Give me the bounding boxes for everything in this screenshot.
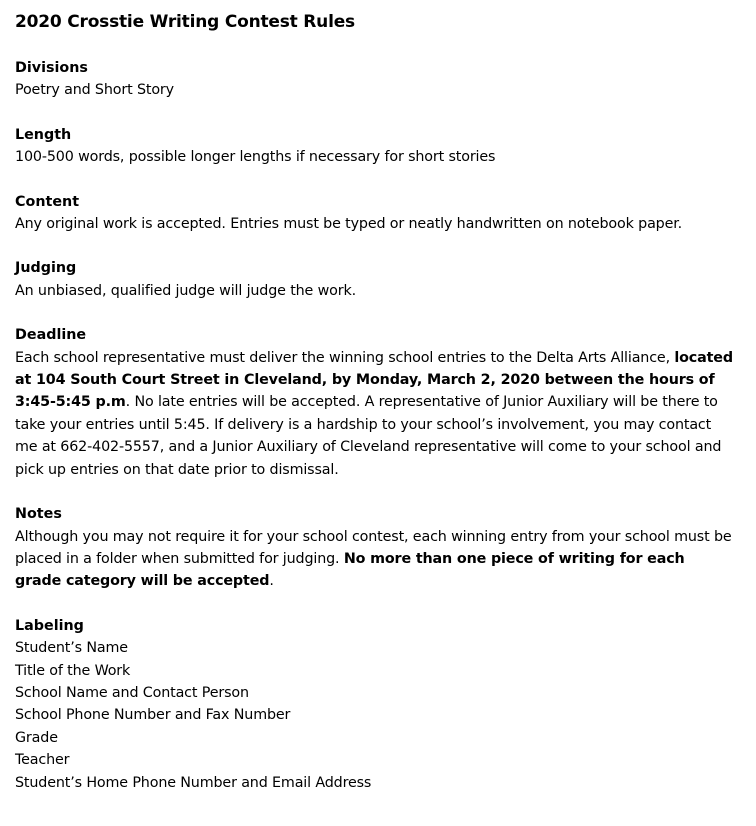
labeling-item-school-phone-fax: School Phone Number and Fax Number: [15, 707, 291, 724]
labeling-heading: Labeling: [15, 617, 84, 634]
section-notes: [15, 503, 756, 593]
notes-bold-part: No more than one piece of writing for each grade category will be accepted: [15, 550, 685, 590]
deadline-text: [15, 347, 735, 481]
judging-heading: Judging: [15, 260, 77, 277]
length-text: 100-500 words, possible longer lengths if necessary for short stories: [15, 149, 496, 166]
labeling-item-students-name: Student’s Name: [15, 640, 128, 657]
divisions-text: Poetry and Short Story: [15, 82, 174, 99]
labeling-item-home-phone-email: Student’s Home Phone Number and Email Address: [15, 774, 372, 791]
notes-heading: Notes: [15, 506, 62, 523]
deadline-heading: Deadline: [15, 327, 87, 344]
deadline-text-part-1: Each school representative must deliver the winning school entries to the Delta Arts Alliance,: [15, 349, 675, 366]
labeling-item-school-contact: School Name and Contact Person: [15, 684, 249, 701]
labeling-item-grade: Grade: [15, 729, 58, 746]
deadline-text-part-2: . No late entries will be accepted. A representative of Junior Auxiliary will be there to take your entries until 5:45. If delivery is a hardship to your school’s involvement, you may contact me at 662-402-5557, and a Junior Auxiliary of Cleveland representative will come to your school and pick up entries on that date prior to dismissal.: [15, 394, 722, 478]
content-text: Any original work is accepted. Entries must be typed or neatly handwritten on notebook paper.: [15, 216, 683, 233]
section-divisions: [15, 57, 756, 102]
section-judging: [15, 257, 756, 302]
labeling-item-teacher: Teacher: [15, 752, 70, 769]
labeling-list: [15, 637, 756, 794]
judging-text: An unbiased, qualified judge will judge the work.: [15, 282, 356, 299]
labeling-item-title-of-work: Title of the Work: [15, 662, 131, 679]
notes-text-part-2: .: [269, 573, 274, 590]
deadline-bold-part: located at 104 South Court Street in Cleveland, by Monday, March 2, 2020 between the hours of 3:45-5:45 p.m: [15, 349, 733, 411]
section-content: [15, 191, 756, 236]
content-heading: Content: [15, 193, 80, 210]
notes-text-part-1: Although you may not require it for your school contest, each winning entry from your school must be placed in a folder when submitted for judging.: [15, 528, 732, 567]
section-length: [15, 124, 756, 169]
section-labeling: [15, 615, 756, 794]
length-heading: Length: [15, 126, 72, 143]
section-deadline: [15, 324, 756, 481]
divisions-heading: Divisions: [15, 60, 88, 76]
notes-text: [15, 526, 735, 593]
document-title: 2020 Crosstie Writing Contest Rules: [15, 12, 355, 32]
